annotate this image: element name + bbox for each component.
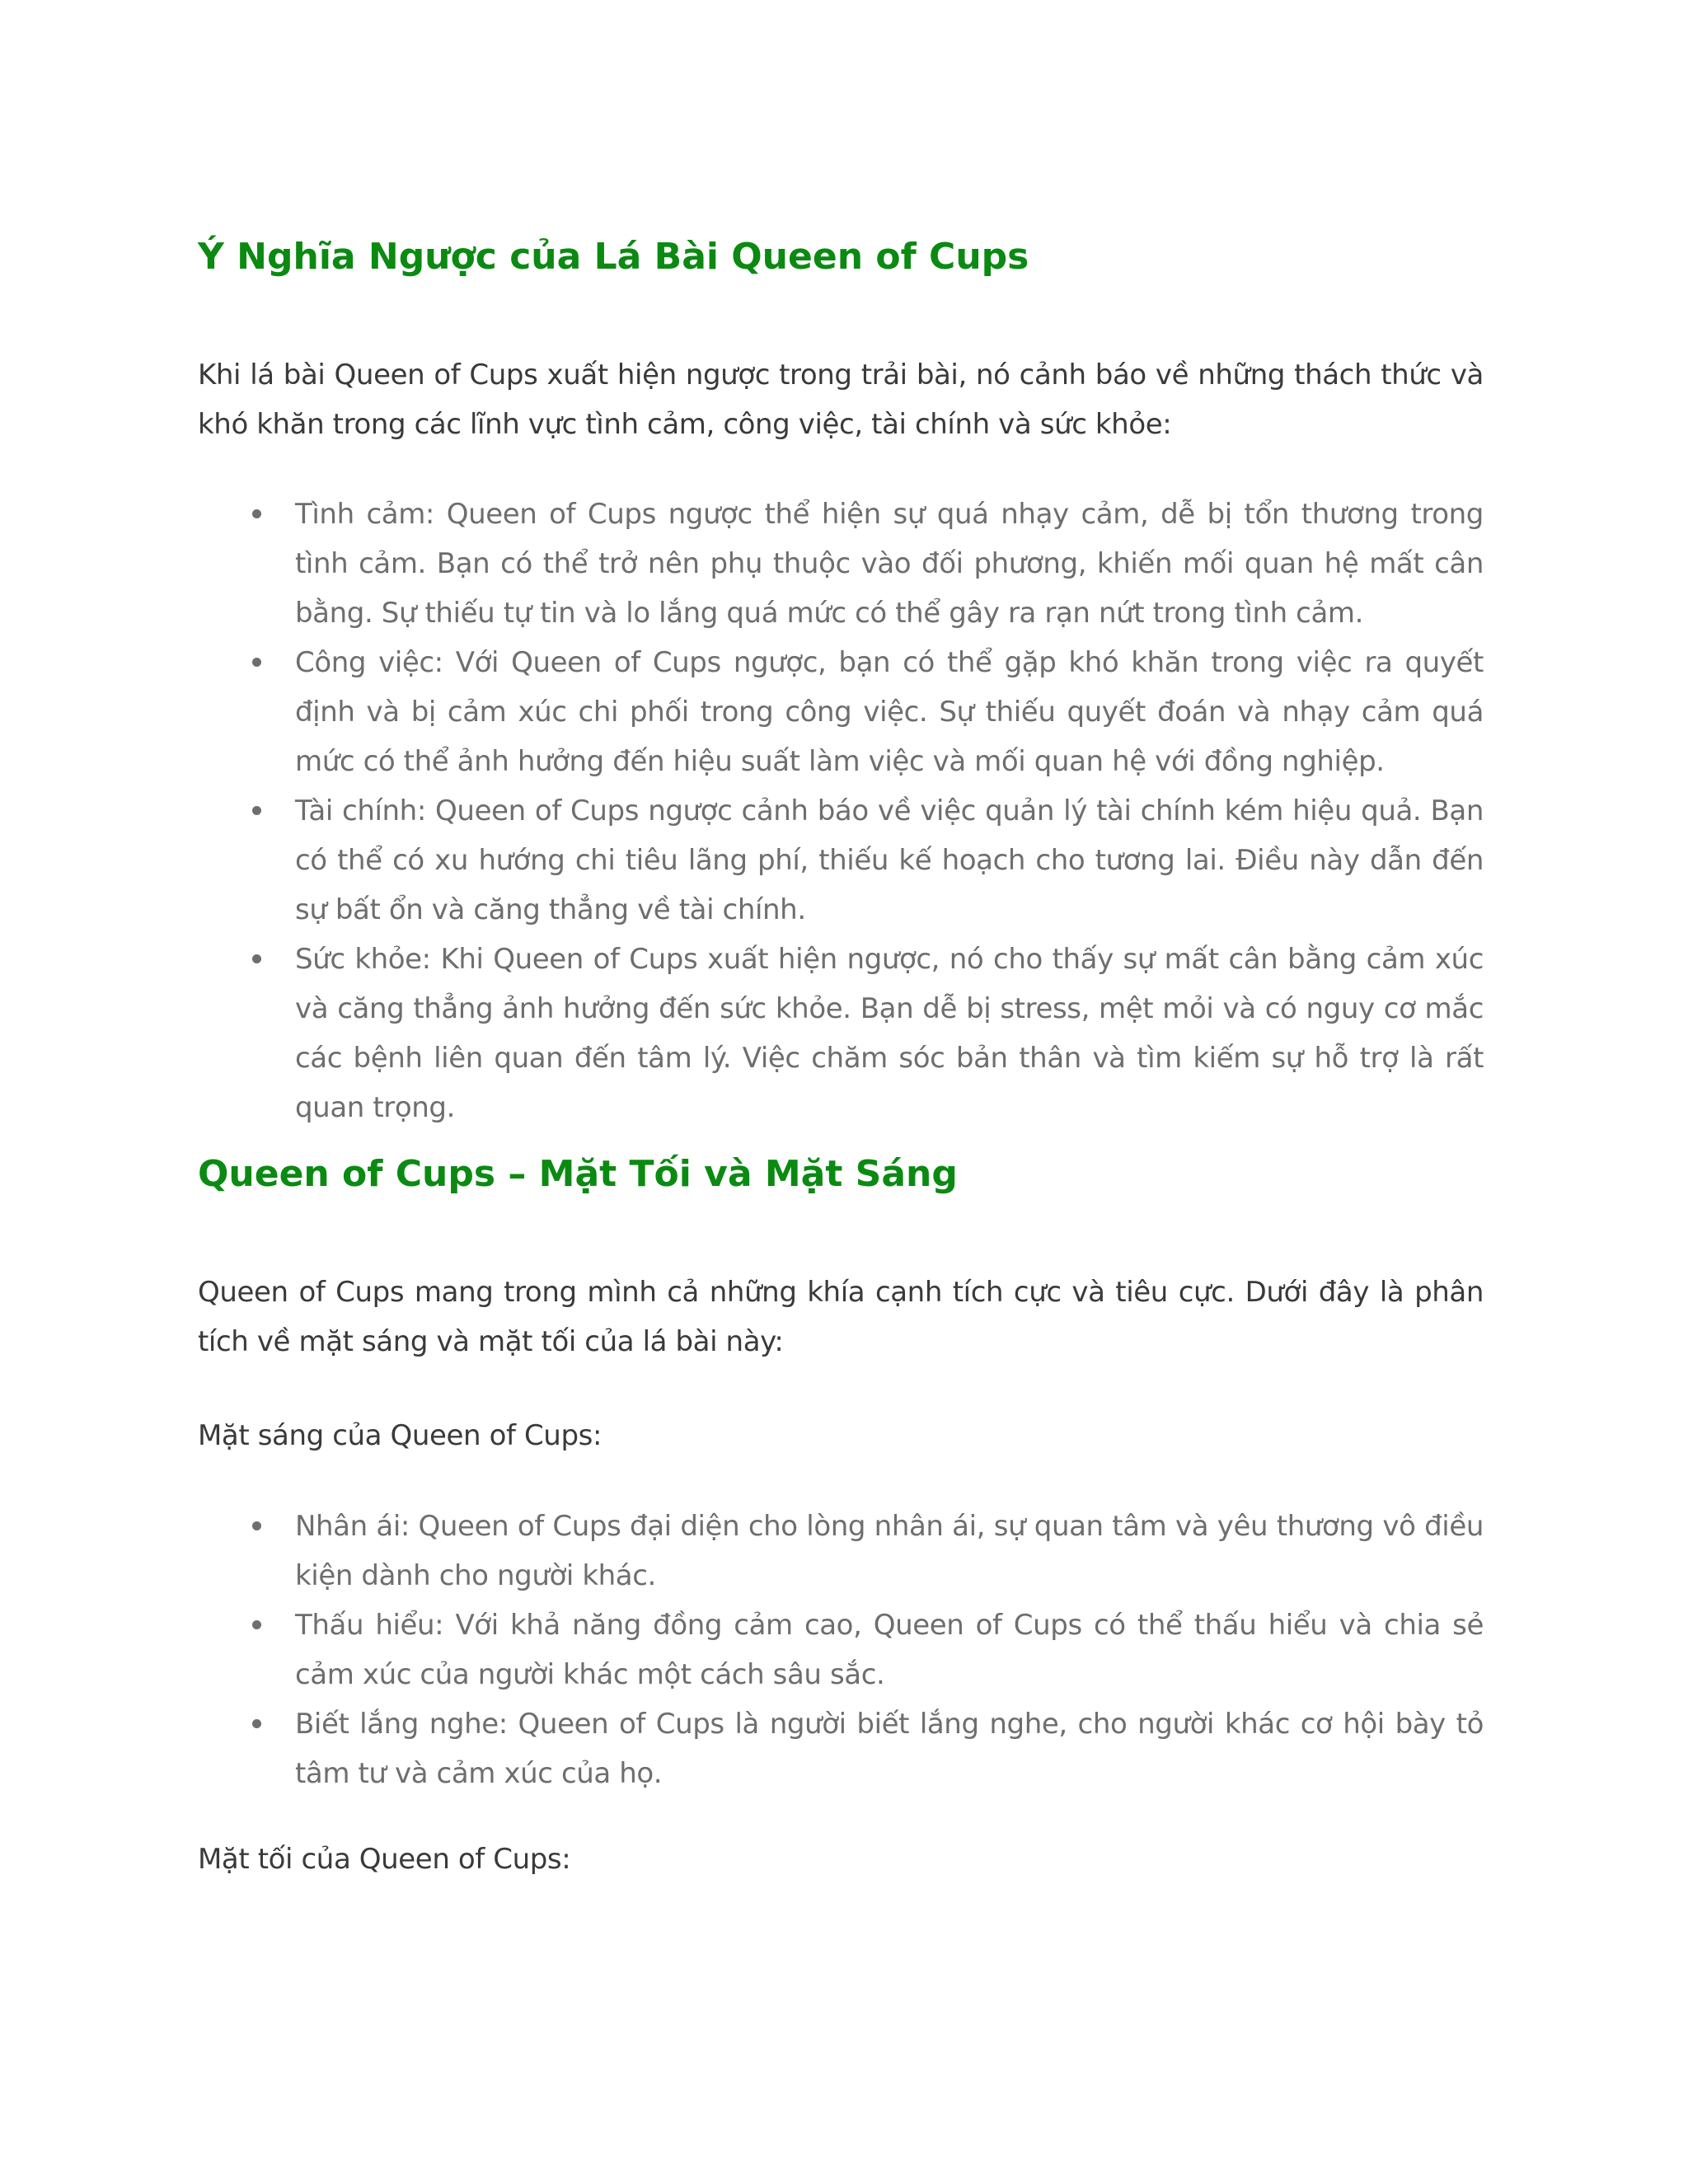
- intro-paragraph-dark-bright: Queen of Cups mang trong mình cả những khía cạnh tích cực và tiêu cực. Dưới đây là phân tích về mặt sáng và mặt tối của lá bài này:: [198, 1276, 1484, 1358]
- bullet-dot-icon: [252, 1620, 261, 1629]
- list-item-text: Tài chính: Queen of Cups ngược cảnh báo về việc quản lý tài chính kém hiệu quả. Bạn có thể có xu hướng chi tiêu lãng phí, thiếu kế hoạch cho tương lai. Điều này dẫn đến sự bất ổn và căng thẳng về tài chính.: [295, 794, 1484, 926]
- reversed-meaning-list: [0, 490, 1688, 1132]
- bullet-dot-icon: [252, 1719, 261, 1728]
- bullet-dot-icon: [252, 1521, 261, 1530]
- section-heading-dark-bright: Queen of Cups – Mặt Tối và Mặt Sáng: [198, 1153, 958, 1195]
- bullet-dot-icon: [252, 509, 261, 518]
- intro-paragraph-reversed: Khi lá bài Queen of Cups xuất hiện ngược trong trải bài, nó cảnh báo về những thách thức và khó khăn trong các lĩnh vực tình cảm, công việc, tài chính và sức khỏe:: [198, 359, 1484, 441]
- bullet-dot-icon: [252, 658, 261, 667]
- bullet-dot-icon: [252, 954, 261, 963]
- list-item-text: Sức khỏe: Khi Queen of Cups xuất hiện ngược, nó cho thấy sự mất cân bằng cảm xúc và căng thẳng ảnh hưởng đến sức khỏe. Bạn dễ bị stress, mệt mỏi và có nguy cơ mắc các bệnh liên quan đến tâm lý. Việc chăm sóc bản thân và tìm kiếm sự hỗ trợ là rất quan trọng.: [295, 943, 1484, 1124]
- list-item-compassion: [295, 1502, 1484, 1601]
- bright-side-list: [0, 1502, 1688, 1798]
- list-item-health: [295, 935, 1484, 1132]
- list-item-love: [295, 490, 1484, 638]
- bullet-dot-icon: [252, 806, 261, 815]
- list-item-text: Biết lắng nghe: Queen of Cups là người biết lắng nghe, cho người khác cơ hội bày tỏ tâm tư và cảm xúc của họ.: [295, 1708, 1484, 1790]
- list-item-understanding: [295, 1601, 1484, 1699]
- list-item-listening: [295, 1699, 1484, 1798]
- list-item-text: Tình cảm: Queen of Cups ngược thể hiện sự quá nhạy cảm, dễ bị tổn thương trong tình cảm. Bạn có thể trở nên phụ thuộc vào đối phương, khiến mối quan hệ mất cân bằng. Sự thiếu tự tin và lo lắng quá mức có thể gây ra rạn nứt trong tình cảm.: [295, 498, 1484, 630]
- list-item-text: Nhân ái: Queen of Cups đại diện cho lòng nhân ái, sự quan tâm và yêu thương vô điều kiện dành cho người khác.: [295, 1510, 1484, 1592]
- list-item-text: Thấu hiểu: Với khả năng đồng cảm cao, Queen of Cups có thể thấu hiểu và chia sẻ cảm xúc của người khác một cách sâu sắc.: [295, 1609, 1484, 1691]
- list-item-finance: [295, 786, 1484, 935]
- list-item-work: [295, 638, 1484, 786]
- list-item-text: Công việc: Với Queen of Cups ngược, bạn có thể gặp khó khăn trong việc ra quyết định và bị cảm xúc chi phối trong công việc. Sự thiếu quyết đoán và nhạy cảm quá mức có thể ảnh hưởng đến hiệu suất làm việc và mối quan hệ với đồng nghiệp.: [295, 646, 1484, 778]
- bright-side-label: Mặt sáng của Queen of Cups:: [198, 1419, 603, 1452]
- section-heading-reversed-meaning: Ý Nghĩa Ngược của Lá Bài Queen of Cups: [198, 236, 1029, 278]
- dark-side-label: Mặt tối của Queen of Cups:: [198, 1843, 571, 1876]
